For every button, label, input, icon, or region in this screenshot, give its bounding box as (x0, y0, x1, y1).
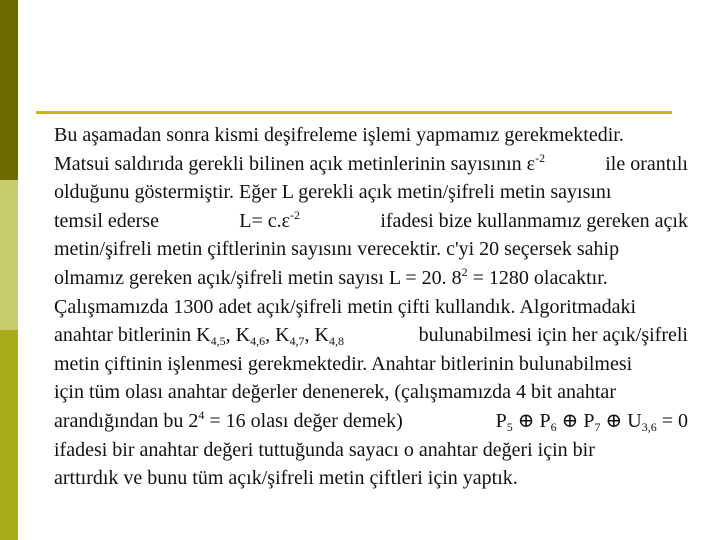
paragraph-line: olmamız gereken açık/şifreli metin sayısı L = 20. $8^2 = 1280$ olacaktır. (54, 264, 608, 289)
paragraph-line: arandığından bu $2^4 = 16$ olası değer demek) $P_5$ ⊕ $P_6$ ⊕ $P_7$ ⊕ $U_{3,6} = 0$ (54, 407, 688, 434)
paragraph-line: metin çiftinin işlenmesi gerekmektedir. Anahtar bitlerinin bulunabilmesi (54, 352, 633, 375)
paragraph-line: metin/şifreli metin çiftlerinin sayısını verecektir. c'yi 20 seçersek sahip (54, 238, 620, 261)
paragraph-line: Çalışmamızda 1300 adet açık/şifreli metin çifti kullandık. Algoritmadaki (54, 295, 637, 318)
paragraph-line: arttırdık ve bunu tüm açık/şifreli metin çiftleri için yaptık. (54, 467, 518, 490)
sidebar-accent-bottom (0, 330, 18, 540)
paragraph-line: olduğunu göstermiştir. Eğer L gerekli açık metin/şifreli metin sayısını (54, 181, 612, 204)
paragraph-line: anahtar bitlerinin $K_{4,5}$, $K_{4,6}$, $K_{4,7}$, $K_{4,8}$ bulunabilmesi için her açık/şifreli (54, 324, 688, 349)
title-divider (36, 111, 672, 114)
sidebar-accent-middle (0, 180, 18, 330)
equation: $P_5$ ⊕ $P_6$ ⊕ $P_7$ ⊕ $U_{3,6} = 0$ (495, 409, 688, 434)
paragraph-line: Bu aşamadan sonra kismi deşifreleme işlemi yapmamız gerekmektedir. (54, 124, 624, 146)
sidebar-accent-top (0, 0, 18, 180)
paragraph-line: için tüm olası anahtar değerler denenerek, (çalışmamızda 4 bit anahtar (54, 381, 616, 404)
paragraph-line: temsil ederse $L= c.\varepsilon^{-2}$ ifadesi bize kullanmamız gereken açık (54, 207, 688, 232)
paragraph-line: Matsui saldırıda gerekli bilinen açık metinlerinin sayısının $\varepsilon^{-2}$ ile orantılı (54, 150, 688, 175)
paragraph-line: ifadesi bir anahtar değeri tuttuğunda sayacı o anahtar değeri için bir (54, 438, 595, 461)
slide-body (54, 121, 688, 493)
